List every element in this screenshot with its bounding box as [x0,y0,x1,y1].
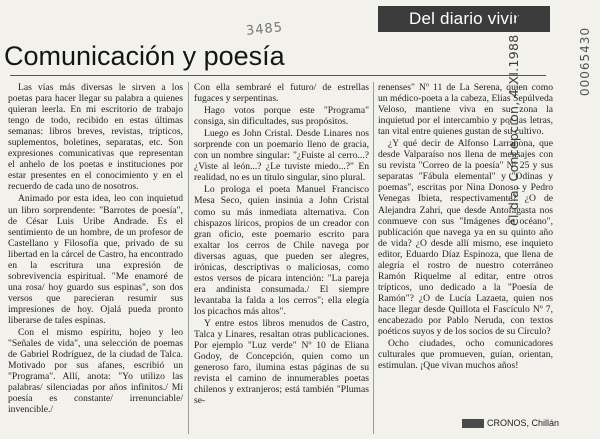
article-column-2 [194,82,369,436]
paragraph: Y entre estos libros menudos de Castro, Talca y Linares, resaltan otras publicaciones. Por ejemplo "Luz verde" Nº 10 de Eliana Godoy, de Concepción, quien como un generoso faro, ilumina estas páginas de su revista el camino de innumerables poetas chilenos y extranjeros; está también "Plumas se- [194,317,369,407]
paragraph: Con el mismo espíritu, hojeo y leo "Señales de vida", una selección de poemas de Gabriel Rodríguez, de la ciudad de Talca. Motivado por sus afanes, escribió un "Programa". Allí, anota: "Yo utilizo las palabras/ silenciadas por años infinitos./ Mi poesía es constante/ irrenunciable/ invencible./ [8,327,183,416]
handwritten-archive-code: 00065430 [578,26,592,96]
paragraph: Las vías más diversas le sirven a los poetas para hacer llegar su palabra a quienes quieran leerla. En mi escritorio de trabajo tengo de todo, recibido en estas últimas semanas: libros breves, revistas, trípticos, suplementos, boletines, separatas, etc. Son expresiones comunicativas que representan el anhelo de los poetas e instituciones por estar presentes en el conocimiento y en el recuerdo de cada uno de nosotros. [8,82,183,193]
column-divider [188,82,189,434]
paragraph: Ocho ciudades, ocho comunicadores culturales que promueven, guían, orientan, estimulan. ¡Que vivan muchos años! [378,338,553,372]
author-signature [462,418,559,428]
handwritten-source-note: el dia, Concepcion, 4.XI.1988 p.2 [506,9,521,226]
section-banner [378,6,550,32]
article-column-1 [8,82,183,436]
paragraph: Animado por esta idea, leo con inquietud un libro sorprendente: "Barrotes de poesía", de César Luis Uribe Andrade. Es el sentimiento de un hombre, de un profesor de Castellano y Filosofía que, privado de su libertad en la cárcel de Castro, ha encontrado en la escritura una expresión de sobrevivencia espiritual. "Me enamoré de una rosa/ hoy guardo sus espinas", son dos versos que parecieran resumir sus impresiones de hoy. Ojalá pueda pronto liberarse de tales espinas. [8,193,183,326]
section-title: Del diario vivir [409,9,519,28]
paragraph: Hago votos porque este "Programa" consiga, sin dificultades, sus propósitos. [194,105,369,128]
paragraph: Lo prologa el poeta Manuel Francisco Mesa Seco, quien insinúa a John Cristal como su más inmediata alternativa. Con chispazos líricos, propios de un creador con gran oficio, este poemario escrito para exaltar los cerros de Chile navega por diversas aguas, que pueden ser alegres, irónicas, descriptivas o maliciosas, como estos versos de pícara intención: "La pareja era andinista consumada./ El siempre levantaba la falda a los cerros"; ella elegía los picachos más altos". [194,184,369,317]
paragraph: Con ella sembraré el futuro/ de estrellas fugaces y serpentinas. [194,82,369,105]
column-divider [373,82,374,434]
handwritten-number: 3485 [245,20,284,39]
article-column-3 [378,82,553,415]
paragraph: Luego es John Cristal. Desde Linares nos sorprende con un poemario lleno de gracia, con un nombre singular: "¿Fuiste al cerro...? ¿Viste al león...? ¿Le tuviste miedo...?" En realidad, no es un título singular, sino plural. [194,128,369,184]
author-name: CRONOS, Chillán [487,418,560,428]
paragraph: ¿Y qué decir de Alfonso Larrahona, que desde Valparaíso nos llena de mensajes con su revista "Correo de la poesía" Nº 25 y sus separatas "Fábula elemental" y "Odinas y poemas", escritas por Nina Donoso y Pedro Venegas Ibieta, respectivamente? ¿O de Alejandra Zahri, que desde Antofagasta nos conmueve con sus "Imágenes de océano", publicación que navega ya en su quinto año de vida? ¿O desde allí mismo, ese inquieto editor, Eduardo Díaz Espinoza, que llena de alegría el rostro de nuestro coterráneo Ramón Riquelme al editar, entre otros trípticos, uno dedicado a la "Poesía de Ramón"? ¿O de Lucía Lazaeta, quien nos hace llegar desde Quillota el Fascículo Nº 7, encabezado por Pablo Neruda, con textos poéticos suyos y de los socios de su Círculo? [378,138,553,338]
paragraph: renenses" Nº 11 de La Serena, quien como un médico-poeta a la cabeza, Elías Sepúlveda Veloso, mantiene viva en su zona la inquietud por el intercambio y por las letras, tan vital entre quienes gustan de su cultivo. [378,82,553,138]
headline-rule [10,75,546,76]
headline: Comunicación y poesía [4,41,285,71]
signature-mark [462,419,484,428]
